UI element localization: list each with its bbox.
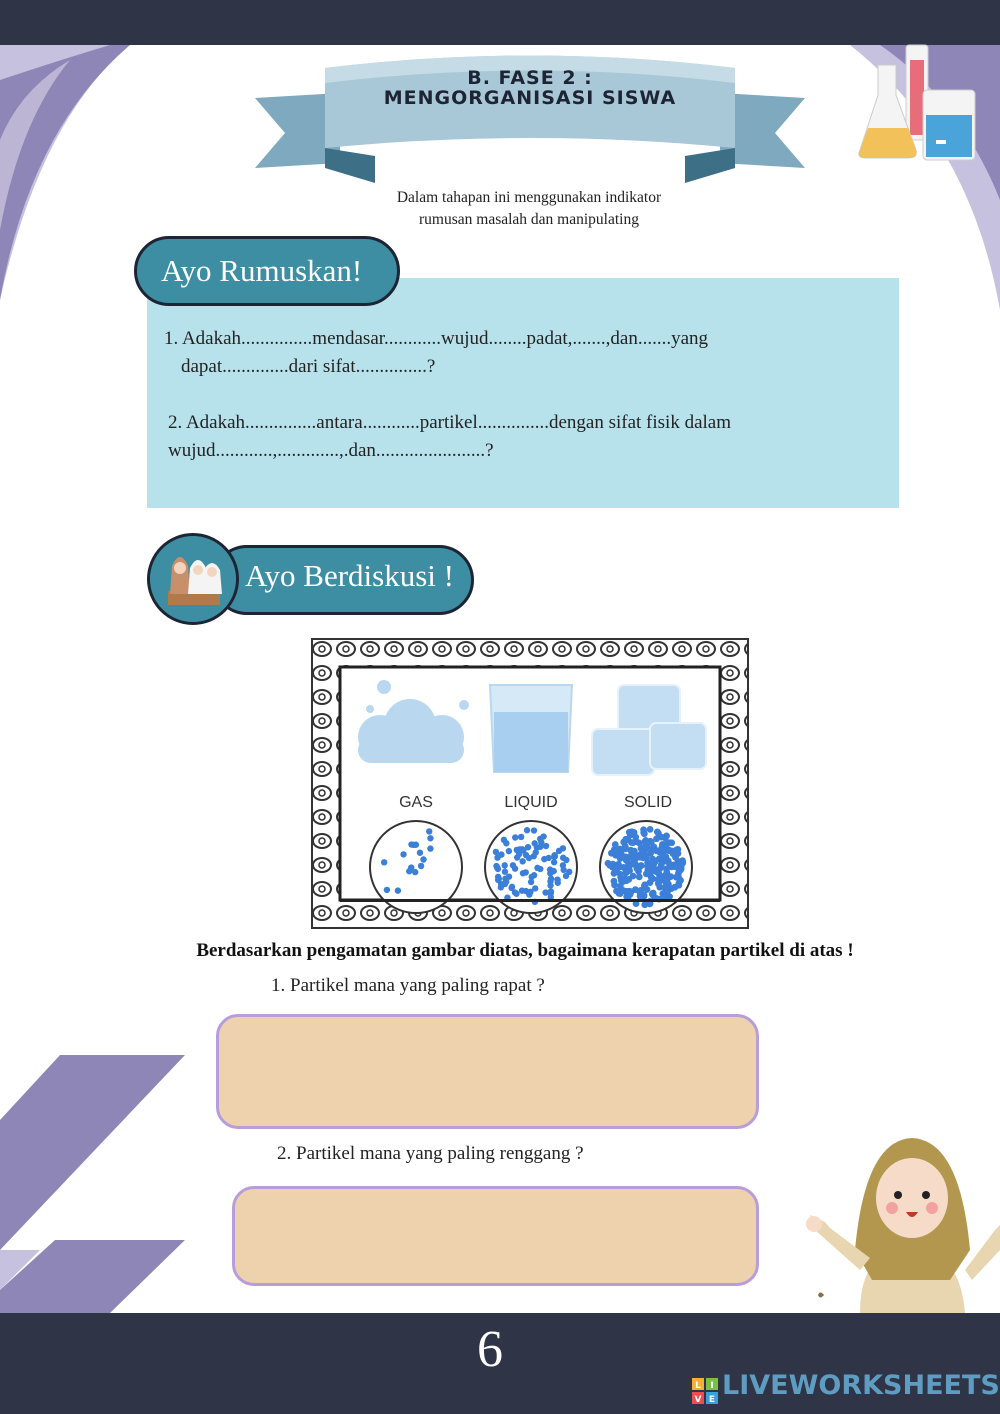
rumuskan-question-2 <box>168 409 731 465</box>
intro-text <box>330 187 728 231</box>
states-of-matter-image <box>310 637 750 930</box>
berdiskusi-label: Ayo Berdiskusi ! <box>212 545 474 615</box>
liquid-label: LIQUID <box>504 794 558 811</box>
ribbon-title <box>325 68 735 108</box>
ribbon-line-2: MENGORGANISASI SISWA <box>383 87 677 109</box>
q2-line-1: 2. Adakah...............antara............partikel...............dengan sifat fisik dalam <box>168 412 732 433</box>
solid-label: SOLID <box>623 794 673 811</box>
logo-letter-i: I <box>710 1381 714 1391</box>
q1-line-2: dapat..............dari sifat...............? <box>181 356 436 377</box>
q1-line-1: 1. Adakah...............mendasar............wujud........padat,.......,dan.......yang <box>164 328 709 349</box>
logo-letter-l: L <box>695 1381 701 1391</box>
students-discussing-icon <box>147 533 239 625</box>
question-1: 1. Partikel mana yang paling rapat ? <box>271 975 545 996</box>
logo-letter-v: V <box>694 1395 702 1404</box>
rumuskan-label: Ayo Rumuskan! <box>134 236 400 306</box>
gas-label: GAS <box>399 794 433 811</box>
top-bar <box>0 0 1000 45</box>
rumuskan-panel <box>147 278 899 508</box>
intro-line-1: Dalam tahapan ini menggunakan indikator <box>396 189 662 206</box>
hijab-girl-illustration <box>800 1130 1000 1313</box>
observation-instruction: Berdasarkan pengamatan gambar diatas, bagaimana kerapatan partikel di atas ! <box>196 940 854 961</box>
ribbon-line-1: B. FASE 2 : <box>467 67 593 89</box>
page-number: 6 <box>477 1321 503 1378</box>
answer-box-1[interactable] <box>216 1014 759 1129</box>
lab-flasks-icon <box>858 40 983 165</box>
watermark: LIVEWORKSHEETS <box>722 1370 1000 1401</box>
intro-line-2: rumusan masalah dan manipulating <box>419 211 639 228</box>
q2-line-2: wujud............,.............,.dan.......................? <box>168 440 494 461</box>
rumuskan-question-1 <box>164 325 708 381</box>
question-2: 2. Partikel mana yang paling renggang ? <box>277 1143 584 1164</box>
logo-letter-e: E <box>708 1395 716 1404</box>
answer-box-2[interactable] <box>232 1186 759 1286</box>
liveworksheets-logo-icon <box>692 1378 718 1404</box>
